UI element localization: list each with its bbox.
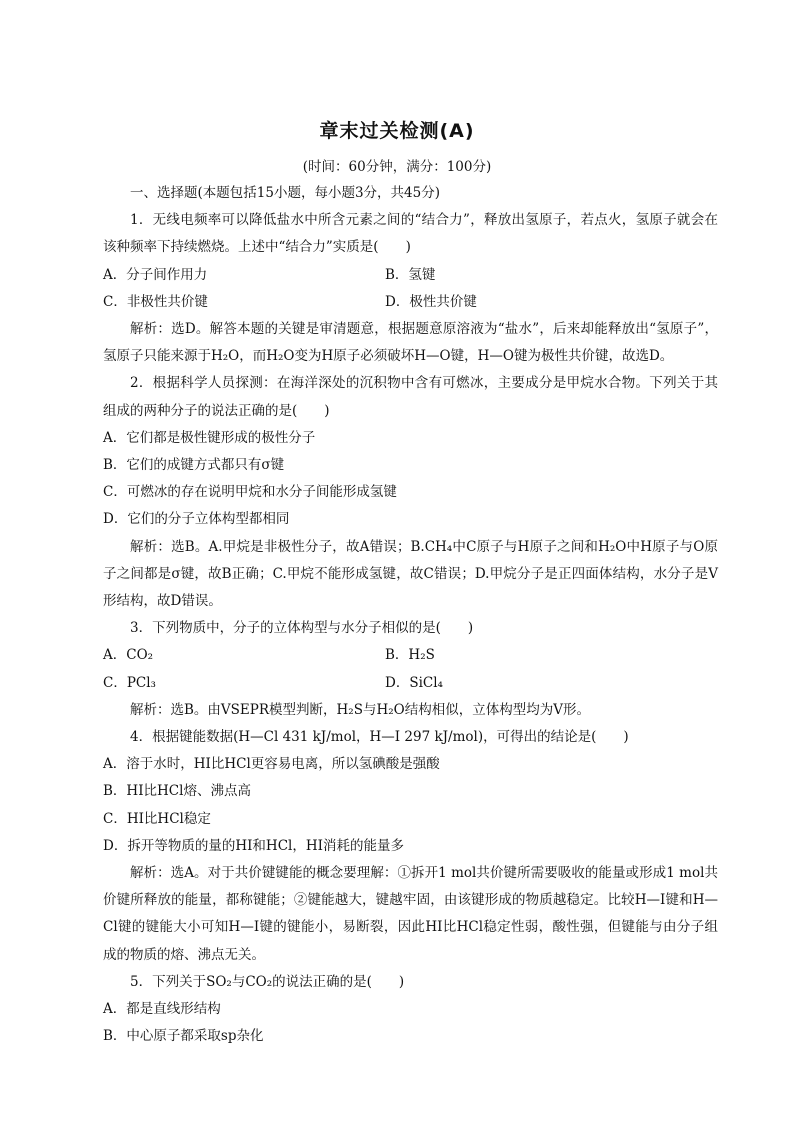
question-4-option-a: A．溶于水时，HI比HCl更容易电离，所以氢碘酸是强酸 xyxy=(103,756,440,773)
page-subtitle: (时间：60分钟，满分：100分) xyxy=(302,159,492,175)
question-4-option-b: B．HI比HCl熔、沸点高 xyxy=(103,783,251,800)
question-4-option-d: D．拆开等物质的量的HI和HCl，HI消耗的能量多 xyxy=(103,837,404,854)
question-3-options-row-2 xyxy=(103,670,718,697)
question-4-stem: 4．根据键能数据(H—Cl 431 kJ/mol，H—I 297 kJ/mol)，可得出的结论是( ) xyxy=(130,729,629,746)
question-5-option-a: A．都是直线形结构 xyxy=(103,1001,221,1018)
question-3-analysis: 解析：选B。由VSEPR模型判断，H₂S与H₂O结构相似，立体构型均为V形。 xyxy=(130,701,590,718)
question-2-analysis: 解析：选B。A.甲烷是非极性分子，故A错误；B.CH₄中C原子与H原子之间和H₂O中H原子与O原子之间都是σ键，故B正确；C.甲烷不能形成氢键，故C错误；D.甲烷分子是正四面体结构，水分子是V形结构，故D错误。 xyxy=(103,538,718,610)
question-5-option-b: B．中心原子都采取sp杂化 xyxy=(103,1028,264,1045)
question-3-options-row-1 xyxy=(103,642,718,669)
question-2-option-c: C．可燃冰的存在说明甲烷和水分子间能形成氢键 xyxy=(103,484,397,501)
question-4-analysis: 解析：选A。对于共价键键能的概念要理解：①拆开1 mol共价键所需要吸收的能量或形成1 mol共价键所释放的能量，都称键能；②键能越大，键越牢固，由该键形成的物质越稳定。比较H—I键和H—Cl键的键能大小可知H—I键的键能小，易断裂，因此HI比HCl稳定性弱，酸性强，但键能与由分子组成的物质的熔、沸点无关。 xyxy=(103,865,718,963)
question-1-stem: 1．无线电频率可以降低盐水中所含元素之间的“结合力”，释放出氢原子，若点火，氢原子就会在该种频率下持续燃烧。上述中“结合力”实质是( ) xyxy=(103,212,718,256)
page-title: 章末过关检测(A) xyxy=(319,120,475,142)
question-2-stem: 2．根据科学人员探测：在海洋深处的沉积物中含有可燃冰，主要成分是甲烷水合物。下列关于其组成的两种分子的说法正确的是( ) xyxy=(103,375,718,419)
question-3-option-d: D．SiCl₄ xyxy=(385,674,443,691)
question-1-analysis: 解析：选D。解答本题的关键是审清题意，根据题意原溶液为“盐水”，后来却能释放出“氢原子”，氢原子只能来源于H₂O，而H₂O变为H原子必须破坏H—O键，H—O键为极性共价键，故选D。 xyxy=(103,321,718,365)
question-3-option-c: C．PCl₃ xyxy=(103,674,156,691)
question-5-stem: 5．下列关于SO₂与CO₂的说法正确的是( ) xyxy=(130,973,405,990)
question-3-option-a: A．CO₂ xyxy=(103,647,154,664)
question-1-options-row-2 xyxy=(103,289,718,316)
question-2-option-d: D．它们的分子立体构型都相同 xyxy=(103,511,290,528)
question-2-option-a: A．它们都是极性键形成的极性分子 xyxy=(103,429,316,446)
question-1-option-a: A．分子间作用力 xyxy=(103,266,208,283)
question-1-option-b: B．氢键 xyxy=(385,266,436,283)
section-heading: 一、选择题(本题包括15小题，每小题3分，共45分) xyxy=(130,185,440,201)
question-1-option-c: C．非极性共价键 xyxy=(103,293,208,310)
question-3-stem: 3．下列物质中，分子的立体构型与水分子相似的是( ) xyxy=(130,620,474,637)
question-3-option-b: B．H₂S xyxy=(385,647,435,664)
question-1-options-row-1 xyxy=(103,262,718,289)
question-1-option-d: D．极性共价键 xyxy=(385,293,477,310)
question-2-option-b: B．它们的成键方式都只有σ键 xyxy=(103,457,285,474)
question-4-option-c: C．HI比HCl稳定 xyxy=(103,810,211,827)
document-body xyxy=(103,180,718,1051)
